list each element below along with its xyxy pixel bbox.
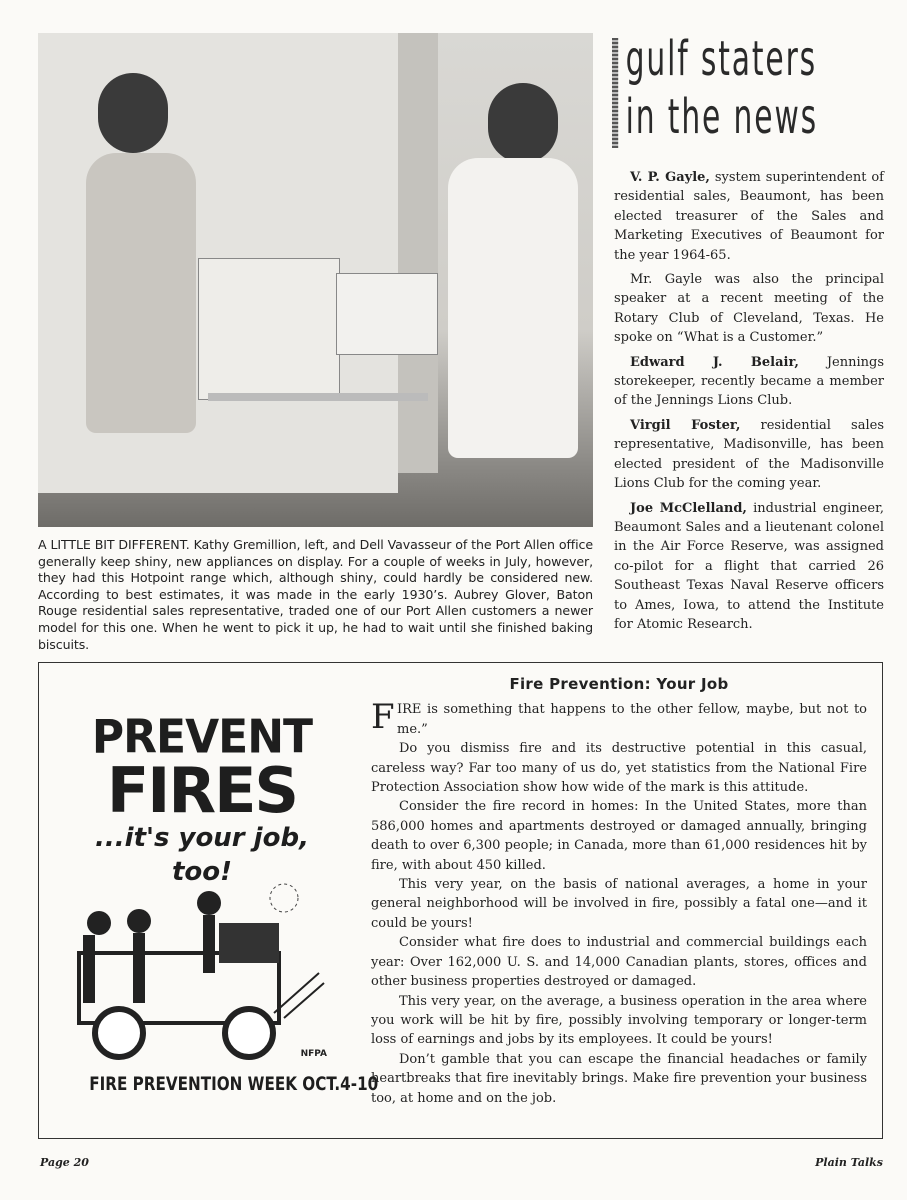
headline-line-1: gulf staters bbox=[625, 31, 818, 87]
article-paragraph: This very year, on the basis of national averages, a home in your general neighborhood will be involved in fire, possibly a fatal one—and it could be yours! bbox=[371, 877, 867, 931]
publication-name: Plain Talks bbox=[815, 1156, 883, 1169]
article-paragraph: Do you dismiss fire and its destructive potential in this casual, careless way? Far too many of us do, yet statistics from the National Fire Protection Association show how wide of the mark is this attitude. bbox=[371, 741, 867, 796]
news-item bbox=[614, 499, 884, 635]
section-headline bbox=[612, 30, 819, 146]
fire-prevention-article bbox=[371, 675, 867, 1108]
poster-line-3: ...it's your job, too! bbox=[95, 823, 309, 887]
news-column bbox=[614, 168, 884, 639]
page-number: Page 20 bbox=[40, 1156, 89, 1169]
news-person: Edward J. Belair, bbox=[630, 354, 799, 370]
headline-line-2: in the news bbox=[625, 89, 819, 145]
poster-footer: FIRE PREVENTION WEEK OCT.4-10 bbox=[89, 1073, 379, 1095]
photo-range-oven bbox=[336, 273, 438, 355]
news-text: industrial engineer, Beaumont Sales and a lieutenant colonel in the Air Force Reserve, was assigned co-pilot for a flight that carried 26 Southeast Texas Naval Reserve officers to Ames, Iowa, to attend the Institute for Atomic Research. bbox=[614, 500, 884, 632]
article-paragraph bbox=[371, 697, 867, 739]
news-person: Joe McClelland, bbox=[630, 500, 747, 516]
news-item bbox=[614, 270, 884, 348]
news-text: Mr. Gayle was also the principal speaker at a recent meeting of the Rotary Club of Cleveland, Texas. He spoke on “What is a Customer.” bbox=[614, 272, 884, 346]
fire-prevention-box bbox=[38, 662, 883, 1139]
article-lead: IRE is something that happens to the other fellow, maybe, but not to me.” bbox=[397, 702, 867, 737]
photo-range-cooktop bbox=[198, 258, 340, 400]
article-paragraph: Consider what fire does to industrial and commercial buildings each year: Over 162,000 U. S. and 14,000 Canadian plants, stores, offices and other business properties destroyed or damaged. bbox=[371, 935, 867, 990]
article-paragraph: Consider the fire record in homes: In the United States, more than 586,000 homes and apartments destroyed or damaged annually, bringing death to over 6,300 people; in Canada, more than 61,000 residences hit by fire, with about 450 killed. bbox=[371, 799, 867, 873]
headline-bar bbox=[612, 38, 618, 148]
article-paragraph: This very year, on the average, a business operation in the area where you work will be hit by fire, possibly involving temporary or longer-term loss of earnings and jobs by its employees. It could be yours! bbox=[371, 993, 867, 1048]
news-person: Virgil Foster, bbox=[630, 417, 741, 433]
photo-range-legs bbox=[208, 393, 428, 401]
poster-line-1: PREVENT bbox=[91, 710, 313, 765]
photo-women-with-range bbox=[38, 33, 593, 527]
news-person: V. P. Gayle, bbox=[630, 170, 710, 185]
photo-woman-left-dress bbox=[86, 153, 196, 433]
news-item bbox=[614, 353, 884, 411]
news-item bbox=[614, 416, 884, 494]
photo-caption: A LITTLE BIT DIFFERENT. Kathy Gremillion, left, and Dell Vavasseur of the Port Allen office generally keep shiny, new appliances on display. For a couple of weeks in July, however, they had this Hotpoint range which, although shiny, could hardly be considered new. According to best estimates, it was made in the early 1930’s. Aubrey Glover, Baton Rouge residential sales representative, traded one of our Port Allen customers a newer model for this one. When he went to pick it up, he had to wait until she finished baking biscuits. bbox=[38, 537, 593, 652]
article-paragraph: Don’t gamble that you can escape the financial headaches or family heartbreaks that fire inevitably brings. Make fire prevention your business too, at home and on the job. bbox=[371, 1051, 867, 1106]
fire-truck-illustration bbox=[69, 883, 335, 1063]
photo-pillar bbox=[398, 33, 438, 473]
drop-cap: F bbox=[371, 697, 395, 738]
article-title: Fire Prevention: Your Job bbox=[509, 675, 729, 693]
news-item bbox=[614, 168, 884, 265]
photo-woman-right-dress bbox=[448, 158, 578, 458]
photo-woman-right-head bbox=[488, 83, 558, 163]
news-text: residential sales representative, Madisonville, has been elected president of the Madisonville Lions Club for the coming year. bbox=[614, 417, 884, 492]
poster-line-2: FIRES bbox=[106, 754, 298, 827]
news-text: Jennings storekeeper, recently became a member of the Jennings Lions Club. bbox=[614, 354, 884, 409]
nfpa-logo: NFPA bbox=[300, 1049, 327, 1059]
photo-woman-left-head bbox=[98, 73, 168, 153]
fire-prevention-poster bbox=[61, 710, 379, 1095]
news-text: system superintendent of residential sales, Beaumont, has been elected treasurer of the Sales and Marketing Executives of Beaumont for the year 1964-65. bbox=[614, 170, 884, 263]
